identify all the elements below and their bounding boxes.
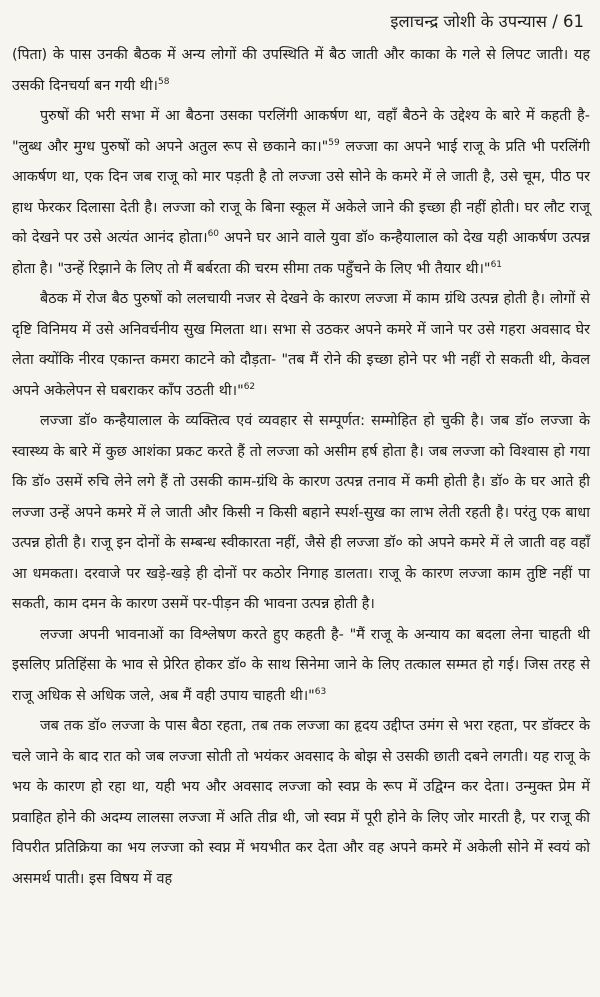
paragraph <box>12 101 590 284</box>
paragraph-text: पुरुषों की भरी सभा में आ बैठना उसका परलिंगी आकर्षण था, वहाँ बैठने के उद्देश्य के बारे में कहती है- "लुब्ध और मुग्ध पुरुषों को अपने अतुल रूप से छकाने का।" <box>12 108 590 155</box>
paragraph <box>12 711 590 894</box>
running-head: इलाचन्द्र जोशी के उपन्यास / 61 <box>390 12 584 31</box>
paragraph-text: लज्जा अपनी भावनाओं का विश्लेषण करते हुए कहती है- "मैं राजू के अन्याय का बदला लेना चाहती थी इसलिए प्रतिहिंसा के भाव से प्रेरित होकर डॉ० के साथ सिनेमा जाने के लिए तत्काल सम्मत हो गई। जिस तरह से राजू अधिक से अधिक जले, अब मैं वही उपाय चाहती थी।" <box>12 626 590 704</box>
body-text <box>12 40 590 894</box>
footnote-ref: 61 <box>490 259 503 270</box>
footnote-ref: 58 <box>158 76 170 87</box>
paragraph-text: लज्जा डॉ० कन्हैयालाल के व्यक्तित्व एवं व्यवहार से सम्पूर्णत: सम्मोहित हो चुकी है। जब डॉ० लज्जा के स्वास्थ्य के बारे में कुछ आशंका प्रकट करते हैं तो लज्जा को असीम हर्ष होता है। जब लज्जा को विश्वास हो गया कि डॉ० उसमें रुचि लेने लगे हैं तो उसकी काम-ग्रंथि के कारण उत्पन्न तनाव में कमी होती है। डॉ० के घर आते ही लज्जा उन्हें अपने कमरे में ले जाती और किसी न किसी बहाने स्पर्श-सुख का लाभ लेती रहती है। परंतु एक बाधा उत्पन्न होती है। राजू इन दोनों के सम्बन्ध स्वीकारता नहीं, जैसे ही लज्जा डॉ० को अपने कमरे में ले जाती वह वहाँ आ धमकता। दरवाजे पर खड़े-खड़े ही दोनों पर कठोर निगाह डालता। राजू के कारण लज्जा काम तुष्टि नहीं पा सकती, काम दमन के कारण उसमें पर-पीड़न की भावना उत्पन्न होती है। <box>12 413 590 612</box>
paragraph <box>12 284 590 406</box>
paragraph-text: (पिता) के पास उनकी बैठक में अन्य लोगों की उपस्थिति में बैठ जाती और काका के गले से लिपट जाती। यह उसकी दिनचर्या बन गयी थी। <box>12 47 590 94</box>
paragraph <box>12 406 590 620</box>
paragraph <box>12 620 590 712</box>
footnote-ref: 60 <box>207 229 220 240</box>
paragraph-text: बैठक में रोज बैठ पुरुषों को ललचायी नजर से देखने के कारण लज्जा में काम ग्रंथि उत्पन्न होती है। लोगों से दृष्टि विनिमय में उसे अनिवर्चनीय सुख मिलता था। सभा से उठकर अपने कमरे में जाने पर उसे गहरा अवसाद घेर लेता क्योंकि नीरव एकान्त कमरा काटने को दौड़ता- "तब मैं रोने की इच्छा होने पर भी नहीं रो सकती थी, केवल अपने अकेलेपन से घबराकर काँप उठती थी।" <box>12 291 590 399</box>
footnote-ref: 63 <box>314 686 327 697</box>
paragraph-text: जब तक डॉ० लज्जा के पास बैठा रहता, तब तक लज्जा का हृदय उद्दीप्त उमंग से भरा रहता, पर डॉक्टर के चले जाने के बाद रात को जब लज्जा सोती तो भयंकर अवसाद के बोझ से उसकी छाती दबने लगती। यह राजू के भय के कारण हो रहा था, यही भय और अवसाद लज्जा को स्वप्न के रूप में उद्विग्न कर देता। उन्मुक्त प्रेम में प्रवाहित होने की अदम्य लालसा लज्जा में अति तीव्र थी, जो स्वप्न में पूरी होने के लिए जोर मारती है, पर राजू की विपरीत प्रतिक्रिया का भय लज्जा को स्वप्न में भयभीत कर देता और वह अपने कमरे में अकेली सोने में स्वयं को असमर्थ पाती। इस विषय में वह <box>12 718 590 887</box>
footnote-ref: 59 <box>328 137 340 148</box>
paragraph-text: लज्जा का अपने भाई राजू के प्रति भी परलिंगी आकर्षण था, एक दिन जब राजू को मार पड़ती है तो लज्जा उसे सोने के कमरे में ले जाती है, उसे चूम, पीठ पर हाथ फेरकर दिलासा देती है। लज्जा को राजू के बिना स्कूल में अकेले जाने की इच्छा ही नहीं होती। घर लौट राजू को देखने पर उसे अत्यंत आनंद होता। <box>12 138 590 246</box>
paragraph-text: अपने घर आने वाले युवा डॉ० कन्हैयालाल को देख यही आकर्षण उत्पन्न होता है। "उन्हें रिझाने के लिए तो मैं बर्बरता की चरम सीमा तक पहुँचने के लिए भी तैयार थी।" <box>12 230 590 277</box>
paragraph <box>12 40 590 101</box>
footnote-ref: 62 <box>243 381 256 392</box>
